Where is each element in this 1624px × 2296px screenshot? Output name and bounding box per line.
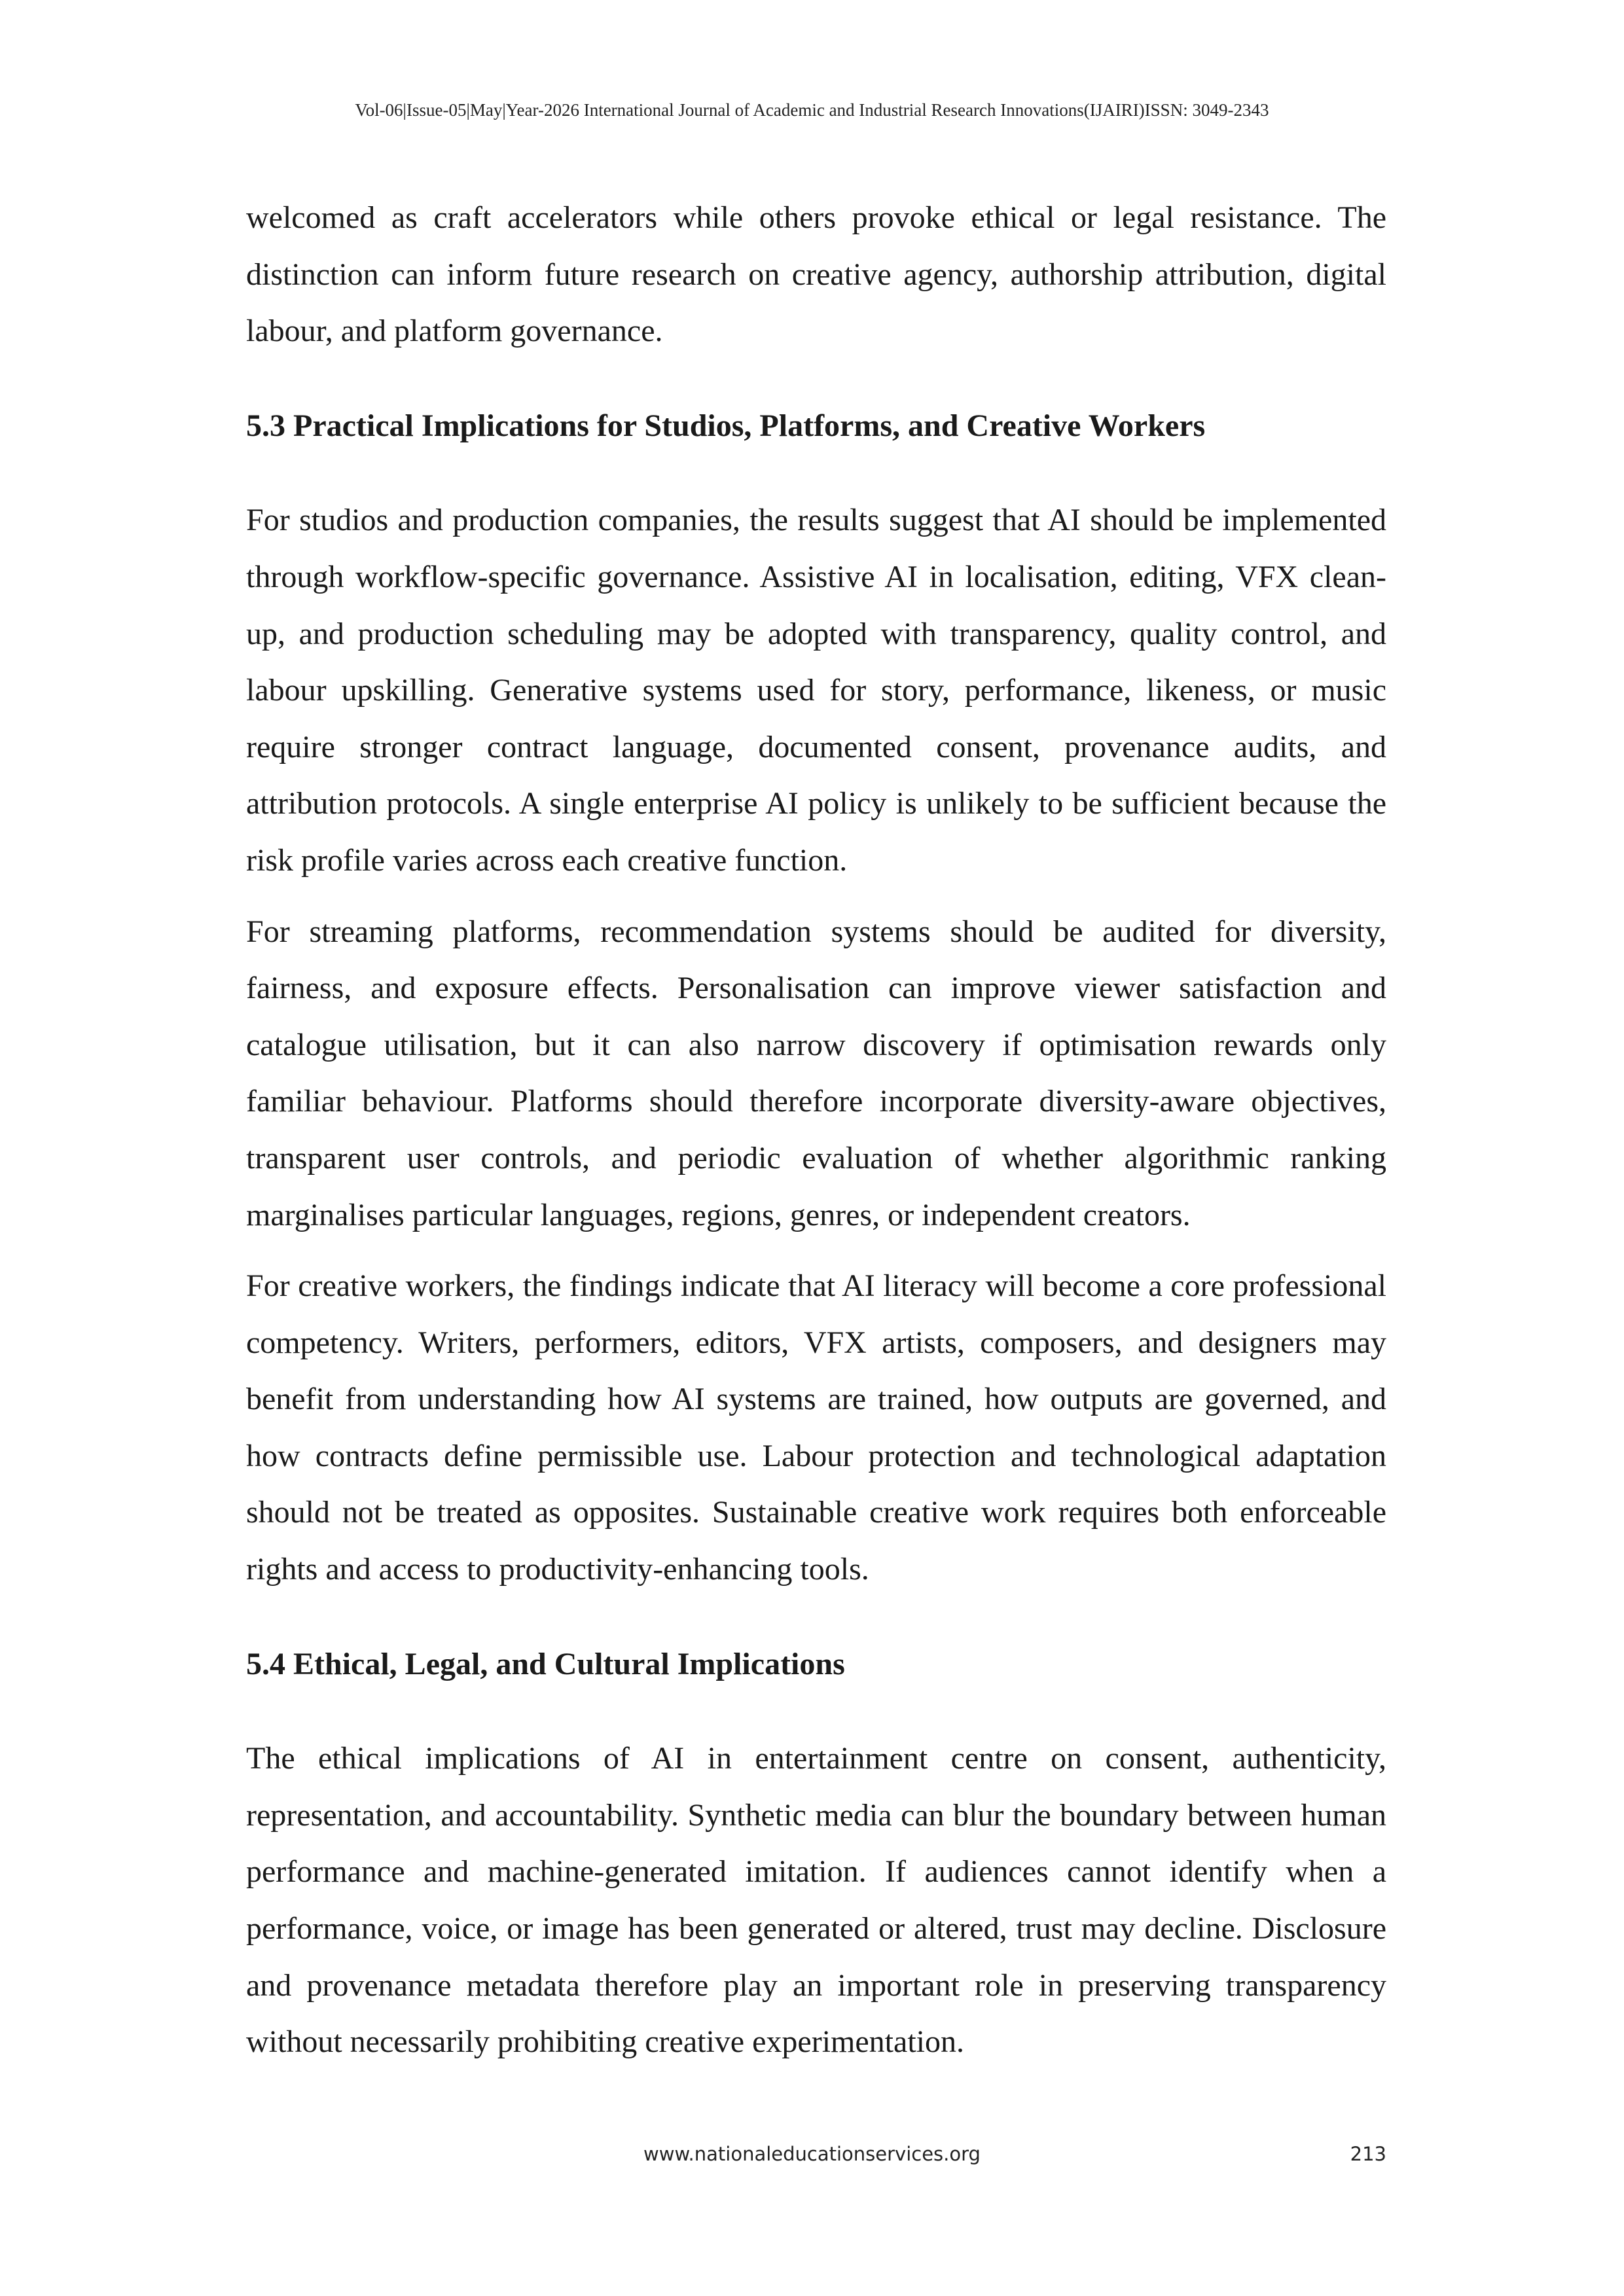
- paragraph-studios: For studios and production companies, the results suggest that AI should be implemented through workflow-specific governance. Assistive AI in localisation, editing, VFX clean-up, and production scheduling may be adopted with transparency, quality control, and labour upskilling. Generative systems used for story, performance, likeness, or music require stronger contract language, documented consent, provenance audits, and attribution protocols. A single enterprise AI policy is unlikely to be sufficient because the risk profile varies across each creative function.: [246, 503, 1386, 878]
- section-heading-5-3: 5.3 Practical Implications for Studios, Platforms, and Creative Workers: [246, 408, 1206, 443]
- section-heading-5-4: 5.4 Ethical, Legal, and Cultural Implications: [246, 1646, 845, 1681]
- page-number: 213: [1350, 2143, 1386, 2165]
- page-body: [246, 190, 1386, 2071]
- paragraph-creative-workers: For creative workers, the findings indicate that AI literacy will become a core professional competency. Writers, performers, editors, VFX artists, composers, and designers may benefit from understanding how AI systems are trained, how outputs are governed, and how contracts define permissible use. Labour protection and technological adaptation should not be treated as opposites. Sustainable creative work requires both enforceable rights and access to productivity-enhancing tools.: [246, 1268, 1386, 1587]
- paragraph-streaming-platforms: For streaming platforms, recommendation systems should be audited for diversity, fairness, and exposure effects. Personalisation can improve viewer satisfaction and catalogue utilisation, but it can also narrow discovery if optimisation rewards only familiar behaviour. Platforms should therefore incorporate diversity-aware objectives, transparent user controls, and periodic evaluation of whether algorithmic ranking marginalises particular languages, regions, genres, or independent creators.: [246, 914, 1386, 1232]
- running-header: Vol-06|Issue-05|May|Year-2026 International Journal of Academic and Industrial Research Innovations(IJAIRI)ISSN: 3049-2343: [355, 100, 1269, 120]
- continuation-paragraph: welcomed as craft accelerators while others provoke ethical or legal resistance. The distinction can inform future research on creative agency, authorship attribution, digital labour, and platform governance.: [246, 200, 1386, 349]
- paragraph-ethical-implications: The ethical implications of AI in entertainment centre on consent, authenticity, representation, and accountability. Synthetic media can blur the boundary between human performance and machine-generated imitation. If audiences cannot identify when a performance, voice, or image has been generated or altered, trust may decline. Disclosure and provenance metadata therefore play an important role in preserving transparency without necessarily prohibiting creative experimentation.: [246, 1741, 1386, 2060]
- footer-url-link[interactable]: www.nationaleducationservices.org: [643, 2143, 981, 2165]
